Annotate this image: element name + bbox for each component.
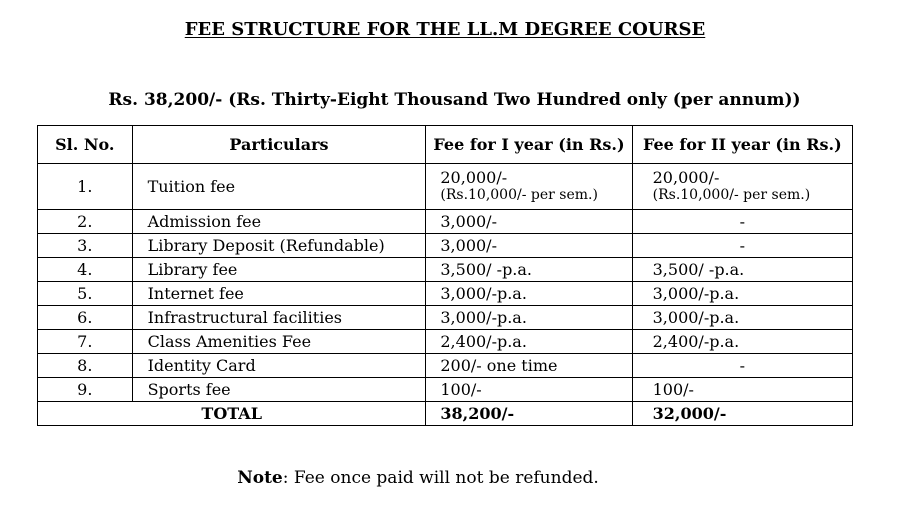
fee-first-year: 3,000/-p.a. — [426, 282, 632, 306]
fee-first-year: 200/- one time — [426, 354, 632, 378]
table-row — [38, 210, 853, 234]
note-label: Note — [237, 468, 283, 488]
fee-first-year-note: (Rs.10,000/- per sem.) — [440, 186, 598, 203]
table-row — [38, 306, 853, 330]
fee-second-year: - — [632, 354, 852, 378]
fee-first-year: 100/- — [426, 378, 632, 402]
fee-second-year: - — [632, 210, 852, 234]
fee-first-year-amount: 20,000/- — [440, 167, 508, 187]
fee-second-year: 2,400/-p.a. — [632, 330, 852, 354]
sl-no: 4. — [38, 258, 133, 282]
table-row — [38, 378, 853, 402]
fee-first-year: 3,500/ -p.a. — [426, 258, 632, 282]
table-header-row — [38, 126, 853, 164]
total-fee-first-year: 38,200/- — [426, 402, 632, 426]
note-text: : Fee once paid will not be refunded. — [282, 468, 599, 488]
fee-first-year: 2,400/-p.a. — [426, 330, 632, 354]
sl-no: 7. — [38, 330, 133, 354]
particular: Class Amenities Fee — [132, 330, 426, 354]
sl-no: 2. — [38, 210, 133, 234]
particular: Sports fee — [132, 378, 426, 402]
particular: Library Deposit (Refundable) — [132, 234, 426, 258]
fee-first-year: 3,000/-p.a. — [426, 306, 632, 330]
header-fee-second-year: Fee for II year (in Rs.) — [632, 126, 852, 164]
total-fee-second-year: 32,000/- — [632, 402, 852, 426]
refund-note — [0, 468, 836, 488]
fee-table — [37, 125, 853, 426]
particular: Identity Card — [132, 354, 426, 378]
header-sl-no: Sl. No. — [38, 126, 133, 164]
table-row — [38, 354, 853, 378]
fee-second-year: 3,000/-p.a. — [632, 282, 852, 306]
particular: Admission fee — [132, 210, 426, 234]
fee-second-year: - — [632, 234, 852, 258]
particular: Library fee — [132, 258, 426, 282]
fee-first-year: 3,000/- — [426, 210, 632, 234]
header-particulars: Particulars — [132, 126, 426, 164]
table-row — [38, 330, 853, 354]
header-fee-first-year: Fee for I year (in Rs.) — [426, 126, 632, 164]
table-row — [38, 258, 853, 282]
particular: Internet fee — [132, 282, 426, 306]
sl-no: 6. — [38, 306, 133, 330]
particular: Infrastructural facilities — [132, 306, 426, 330]
sl-no: 5. — [38, 282, 133, 306]
document-title: FEE STRUCTURE FOR THE LL.M DEGREE COURSE — [184, 19, 706, 40]
fee-first-year: 3,000/- — [426, 234, 632, 258]
fee-second-year-amount: 20,000/- — [652, 167, 720, 187]
total-row — [38, 402, 853, 426]
sl-no: 1. — [38, 164, 133, 210]
sl-no: 3. — [38, 234, 133, 258]
fee-second-year: 3,500/ -p.a. — [632, 258, 852, 282]
table-row — [38, 282, 853, 306]
particular: Tuition fee — [132, 164, 426, 210]
fee-second-year: 3,000/-p.a. — [632, 306, 852, 330]
fee-summary: Rs. 38,200/- (Rs. Thirty-Eight Thousand Two Hundred only (per annum)) — [108, 90, 801, 110]
fee-second-year: 100/- — [632, 378, 852, 402]
fee-second-year-note: (Rs.10,000/- per sem.) — [652, 186, 811, 203]
table-row — [38, 164, 853, 210]
total-label: TOTAL — [38, 402, 426, 426]
fee-second-year — [632, 164, 852, 210]
sl-no: 9. — [38, 378, 133, 402]
sl-no: 8. — [38, 354, 133, 378]
fee-first-year — [426, 164, 632, 210]
table-row — [38, 234, 853, 258]
